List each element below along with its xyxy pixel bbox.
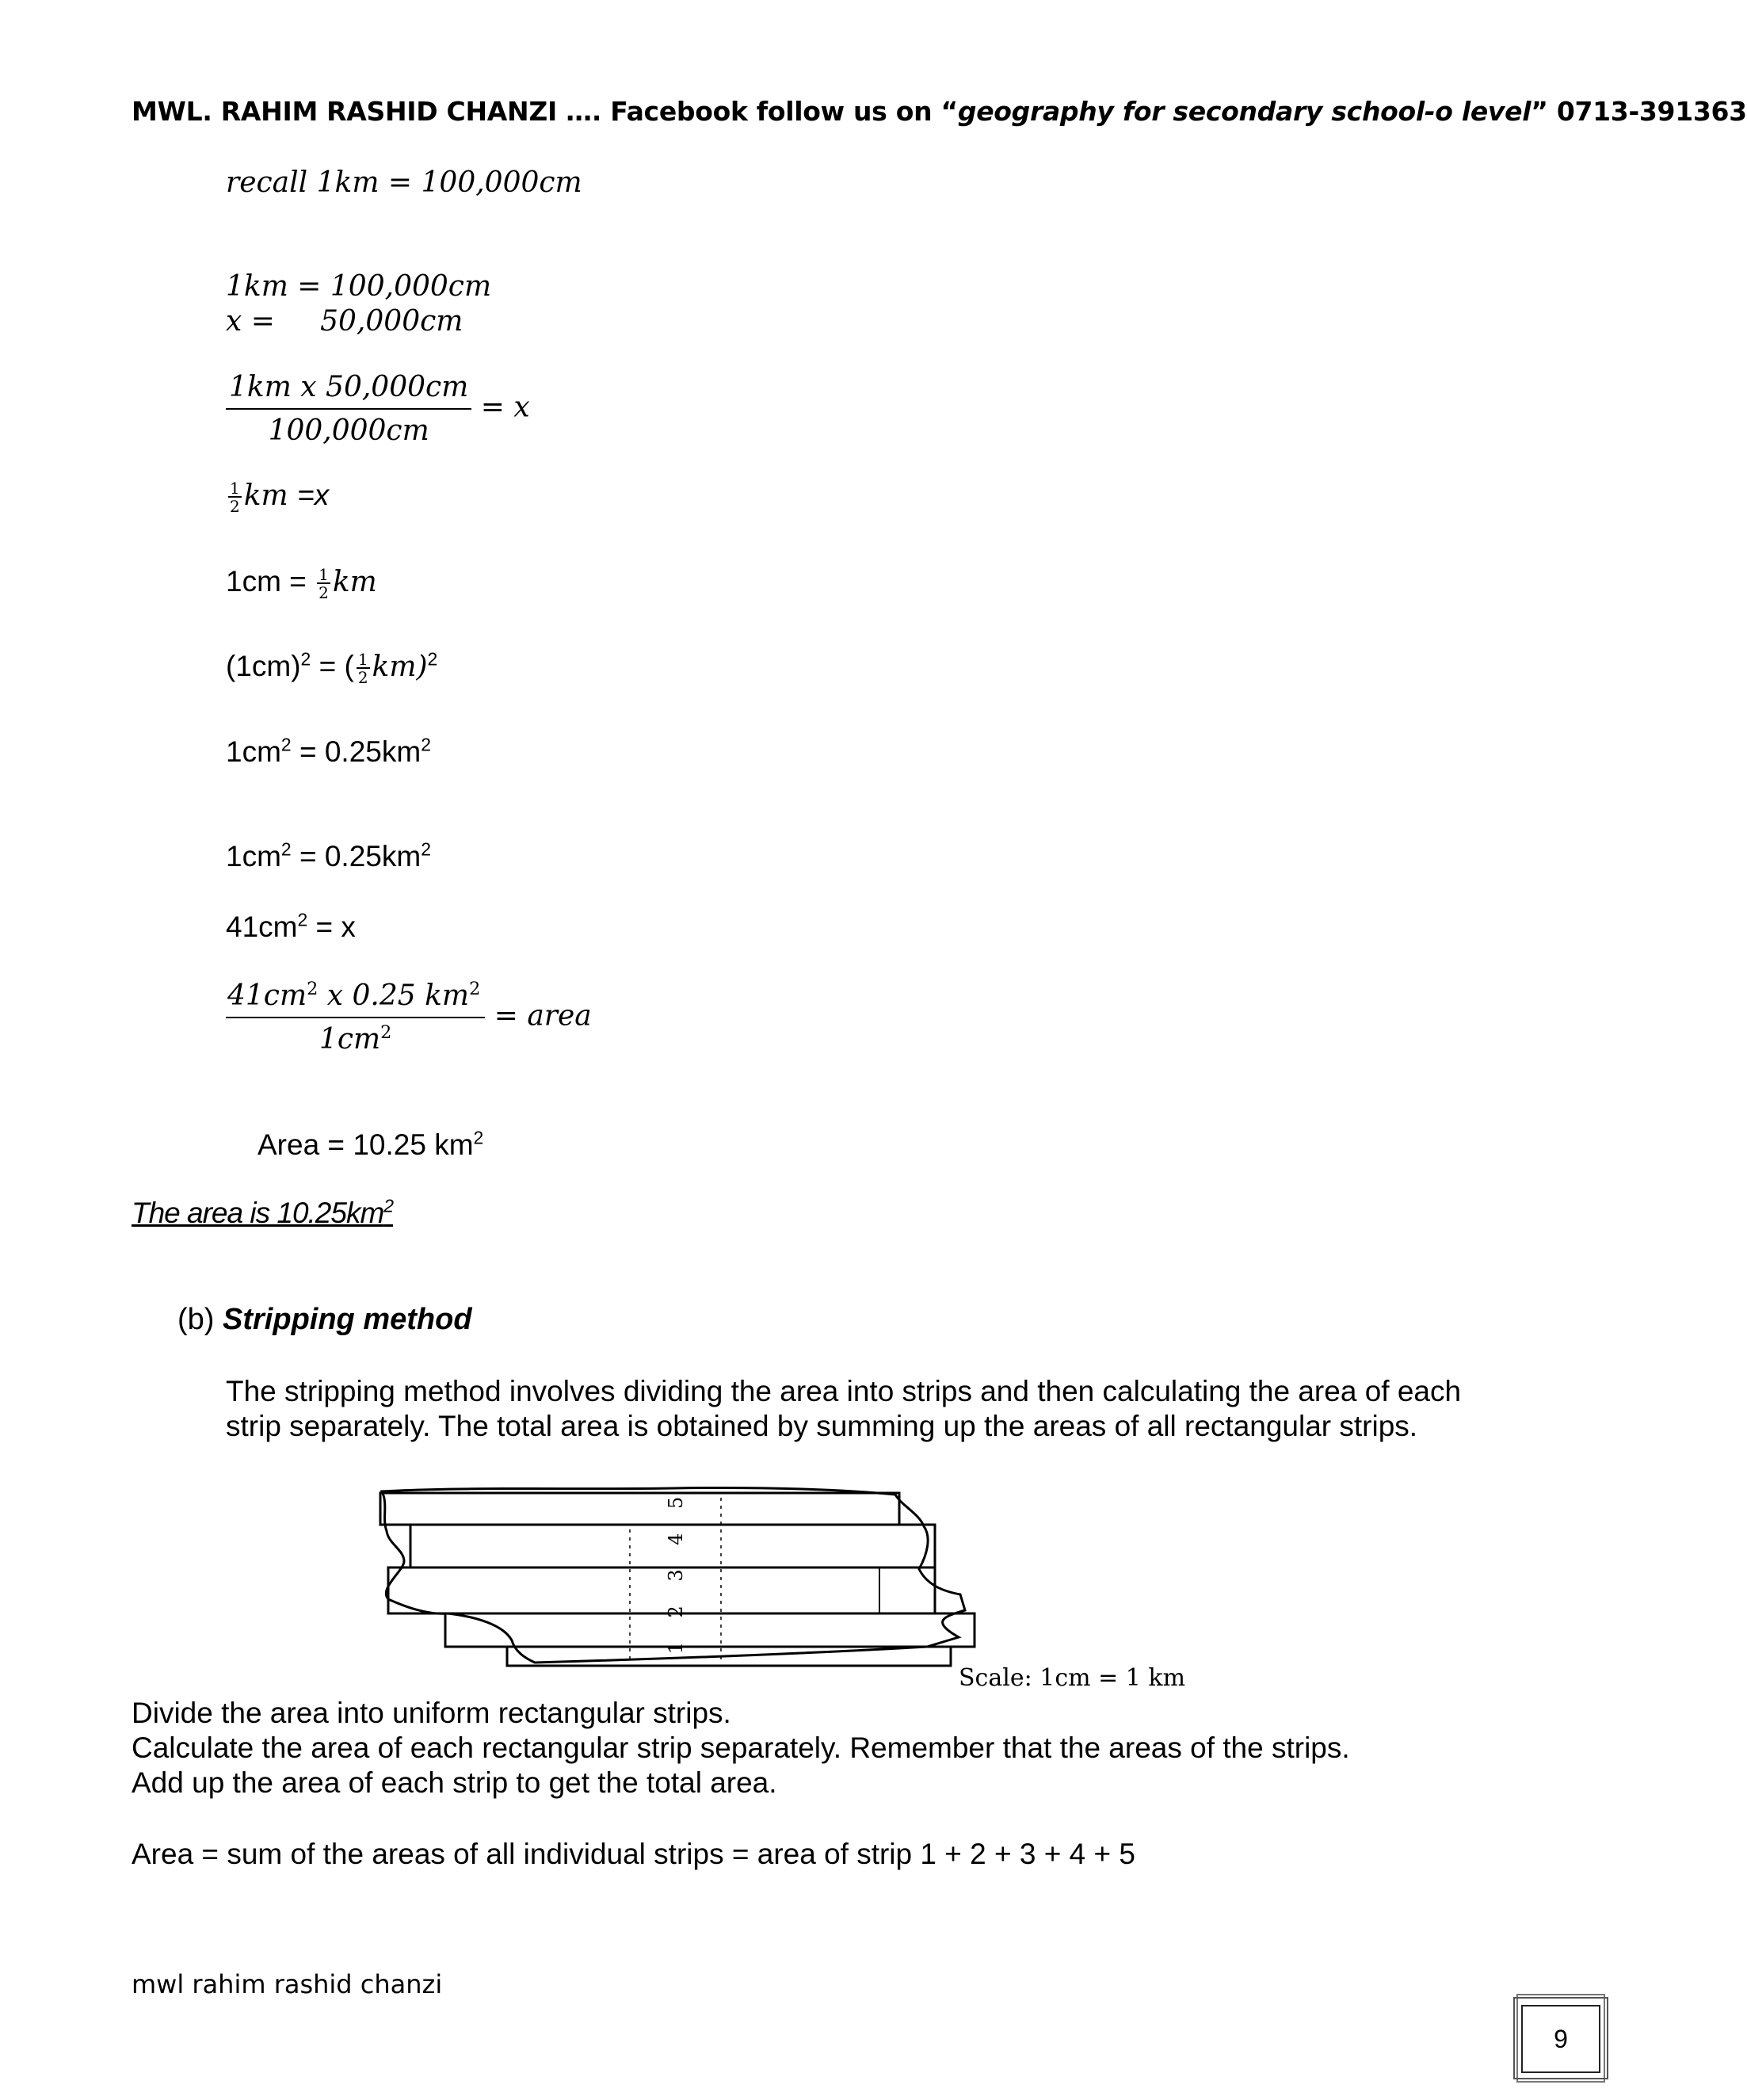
fraction-1-rhs: = x bbox=[480, 391, 530, 424]
fraction-1-denominator: 100,000cm bbox=[268, 414, 429, 448]
squared-equation: $(1cm)^2$ = ( $\frac{1}{2}$ km)$^2$ bbox=[226, 648, 438, 687]
page-footer: mwl rahim rashid chanzi bbox=[132, 1969, 443, 1999]
page-number-box bbox=[1513, 1994, 1607, 2081]
strip-numbers bbox=[658, 1492, 693, 1659]
fraction-2: $\frac{41cm^2 x 0.25 km^2}{1cm^2}$ bbox=[226, 979, 485, 1056]
header-prefix: MWL. RAHIM RASHID CHANZI …. Facebook follow us on “ bbox=[132, 96, 958, 127]
area-scale-2: $1cm^2 = 0.25km^2$ bbox=[226, 838, 431, 872]
area-result: Area = 10.25 $km^2$ bbox=[257, 1127, 484, 1161]
squares-count-equation: $41cm^2 = x$ bbox=[226, 909, 356, 943]
proportion-line-2: x = 50,000cm bbox=[226, 305, 463, 338]
fraction-2-rhs: = area bbox=[494, 999, 592, 1033]
answer-statement: The area is $10.25km^2$ bbox=[132, 1195, 394, 1229]
recall-line: recall 1km = 100,000cm bbox=[226, 166, 582, 199]
step-2: Calculate the area of each rectangular strip separately. Remember that the areas of the strips. bbox=[132, 1732, 1350, 1764]
area-scale-1: $1cm^2 = 0.25km^2$ bbox=[226, 734, 431, 768]
section-b-title: Stripping method bbox=[223, 1303, 472, 1336]
proportion-line-1: 1km = 100,000cm bbox=[226, 270, 492, 303]
strip-diagram bbox=[372, 1482, 975, 1672]
strip-number-4: 4 bbox=[665, 1533, 687, 1545]
fraction-1 bbox=[226, 371, 471, 448]
description-line-2: strip separately. The total area is obtained by summing up the areas of all rectangular strips. bbox=[226, 1410, 1418, 1442]
page-header bbox=[132, 96, 1747, 127]
half-km-eq: =x bbox=[297, 479, 330, 511]
step-3: Add up the area of each strip to get the total area. bbox=[132, 1766, 777, 1799]
page-number: 9 bbox=[1521, 2005, 1600, 2073]
strip-number-1: 1 bbox=[665, 1641, 687, 1655]
strip-number-3: 3 bbox=[665, 1569, 687, 1582]
steps-list bbox=[132, 1696, 1350, 1800]
description-line-1: The stripping method involves dividing the area into strips and then calculating the area of each bbox=[226, 1375, 1462, 1407]
header-suffix: ” 0713-391363 bbox=[1531, 96, 1747, 127]
fraction-equation-2 bbox=[226, 979, 592, 1056]
half-km-equation: $\frac{1}{2}$ km =x bbox=[230, 479, 330, 516]
section-b-description bbox=[226, 1374, 1461, 1444]
section-b-label: (b) bbox=[177, 1303, 215, 1336]
strip-number-2: 2 bbox=[665, 1606, 687, 1618]
area-formula: Area = sum of the areas of all individual strips = area of strip 1 + 2 + 3 + 4 + 5 bbox=[132, 1838, 1135, 1870]
section-b-heading bbox=[177, 1303, 472, 1337]
fraction-equation-1 bbox=[226, 371, 530, 448]
strip-number-5: 5 bbox=[665, 1496, 687, 1510]
header-facebook-page: geography for secondary school-o level bbox=[957, 96, 1531, 127]
cm-to-km-equation: 1cm = $\frac{1}{2}$ km bbox=[226, 565, 377, 602]
fraction-1-numerator: 1km x 50,000cm bbox=[226, 371, 471, 410]
diagram-scale: Scale: 1cm = 1 km bbox=[959, 1664, 1186, 1692]
step-1: Divide the area into uniform rectangular strips. bbox=[132, 1697, 731, 1729]
